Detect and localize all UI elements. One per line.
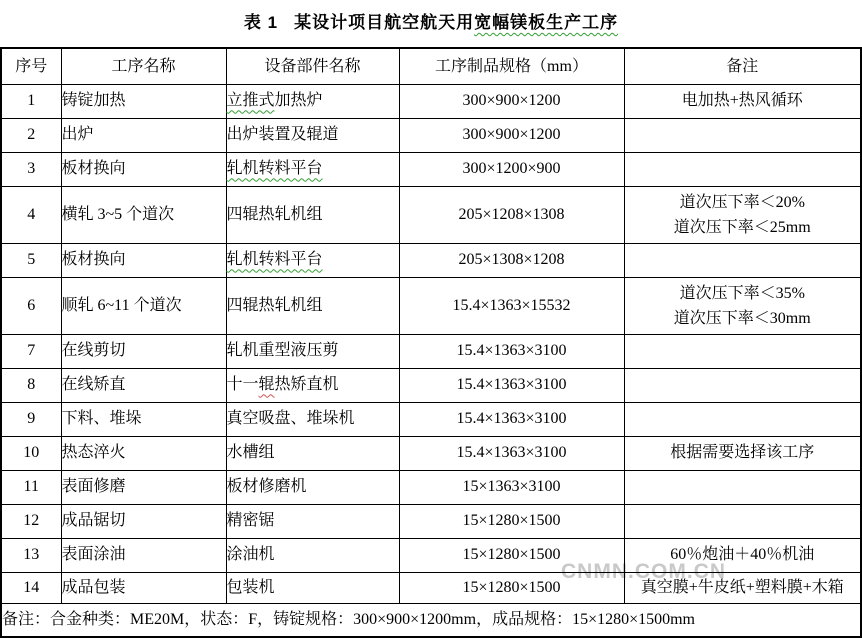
seq-cell: 7 — [1, 334, 61, 368]
process-cell: 在线矫直 — [61, 368, 226, 402]
remark-cell — [624, 243, 861, 277]
equipment-cell: 板材修磨机 — [226, 470, 399, 504]
remark-cell — [624, 368, 861, 402]
remark-line-1: 道次压下率＜35% — [679, 284, 805, 302]
spec-cell: 15.4×1363×15532 — [399, 277, 624, 334]
process-cell: 横轧 3~5 个道次 — [61, 186, 226, 243]
process-cell: 表面修磨 — [61, 470, 226, 504]
table-row — [1, 277, 861, 334]
process-cell: 铸锭加热 — [61, 84, 226, 118]
seq-cell: 8 — [1, 368, 61, 402]
table-row — [1, 538, 861, 572]
table-row — [1, 152, 861, 186]
spec-cell: 15.4×1363×3100 — [399, 402, 624, 436]
table-row — [1, 436, 861, 470]
seq-cell: 14 — [1, 572, 61, 603]
footer-row — [1, 603, 861, 637]
header-cell-process: 工序名称 — [61, 48, 226, 84]
spec-cell: 15.4×1363×3100 — [399, 368, 624, 402]
cnmn-watermark: CNMN.COM.CN — [561, 560, 726, 583]
process-cell: 在线剪切 — [61, 334, 226, 368]
process-cell: 顺轧 6~11 个道次 — [61, 277, 226, 334]
table-row — [1, 402, 861, 436]
table-row — [1, 186, 861, 243]
equipment-cell: 水槽组 — [226, 436, 399, 470]
process-cell: 热态淬火 — [61, 436, 226, 470]
equipment-cell — [226, 152, 399, 186]
seq-cell: 12 — [1, 504, 61, 538]
spec-cell: 205×1308×1208 — [399, 243, 624, 277]
header-row — [1, 48, 861, 84]
equipment-cell — [226, 243, 399, 277]
seq-cell: 6 — [1, 277, 61, 334]
table-row — [1, 572, 861, 603]
equipment-cell: 轧机重型液压剪 — [226, 334, 399, 368]
header-cell-seq: 序号 — [1, 48, 61, 84]
process-table — [0, 47, 862, 638]
equipment-text-wavy: 轧机转料平台 — [226, 251, 323, 269]
table-row — [1, 334, 861, 368]
seq-cell: 2 — [1, 118, 61, 152]
seq-cell: 3 — [1, 152, 61, 186]
equipment-text: 加热炉 — [274, 92, 323, 110]
table-row — [1, 504, 861, 538]
seq-cell: 11 — [1, 470, 61, 504]
spec-cell: 15.4×1363×3100 — [399, 334, 624, 368]
table-row — [1, 243, 861, 277]
spec-cell: 205×1208×1308 — [399, 186, 624, 243]
process-cell: 成品包装 — [61, 572, 226, 603]
equipment-text-wavy-red: 辊 — [258, 376, 275, 394]
process-cell: 成品锯切 — [61, 504, 226, 538]
process-cell: 出炉 — [61, 118, 226, 152]
process-cell: 表面涂油 — [61, 538, 226, 572]
remark-cell: 根据需要选择该工序 — [624, 436, 861, 470]
table-title-text: 某设计项目航空航天用 — [294, 13, 475, 32]
remark-cell — [624, 118, 861, 152]
remark-line-2: 道次压下率＜30mm — [673, 309, 811, 327]
process-cell: 板材换向 — [61, 152, 226, 186]
remark-cell — [624, 470, 861, 504]
header-cell-equipment: 设备部件名称 — [226, 48, 399, 84]
remark-line-2: 道次压下率＜25mm — [673, 218, 811, 236]
remark-cell — [624, 504, 861, 538]
table-title-label: 表 1 — [243, 13, 279, 32]
table-row — [1, 368, 861, 402]
remark-cell: 60％炮油＋40％机油 — [624, 538, 861, 572]
remark-cell: 真空膜+牛皮纸+塑料膜+木箱 — [624, 572, 861, 603]
remark-cell — [624, 152, 861, 186]
spec-cell: 300×900×1200 — [399, 118, 624, 152]
footer-note: 备注：合金种类：ME20M，状态：F，铸锭规格：300×900×1200mm，成品规格：15×1280×1500mm — [1, 603, 861, 637]
equipment-text-wavy: 立推式 — [226, 92, 275, 110]
table-row — [1, 470, 861, 504]
table-title — [0, 8, 862, 33]
equipment-cell: 四辊热轧机组 — [226, 186, 399, 243]
equipment-text-wavy: 轧机转料平台 — [226, 160, 323, 178]
table-row — [1, 84, 861, 118]
spec-cell: 15.4×1363×3100 — [399, 436, 624, 470]
remark-cell — [624, 186, 861, 243]
process-cell: 下料、堆垛 — [61, 402, 226, 436]
remark-cell — [624, 402, 861, 436]
remark-cell — [624, 334, 861, 368]
process-cell: 板材换向 — [61, 243, 226, 277]
equipment-text: 十一 — [226, 376, 259, 394]
header-cell-remark: 备注 — [624, 48, 861, 84]
table-row — [1, 118, 861, 152]
equipment-cell: 包装机 — [226, 572, 399, 603]
equipment-cell — [226, 368, 399, 402]
header-cell-spec: 工序制品规格（mm） — [399, 48, 624, 84]
spec-cell: 15×1363×3100 — [399, 470, 624, 504]
equipment-text: 热矫直机 — [274, 376, 339, 394]
equipment-cell: 四辊热轧机组 — [226, 277, 399, 334]
equipment-cell: 精密锯 — [226, 504, 399, 538]
seq-cell: 13 — [1, 538, 61, 572]
equipment-cell: 出炉装置及辊道 — [226, 118, 399, 152]
equipment-cell: 涂油机 — [226, 538, 399, 572]
remark-cell — [624, 277, 861, 334]
equipment-cell: 真空吸盘、堆垛机 — [226, 402, 399, 436]
remark-cell: 电加热+热风循环 — [624, 84, 861, 118]
seq-cell: 10 — [1, 436, 61, 470]
equipment-cell — [226, 84, 399, 118]
seq-cell: 1 — [1, 84, 61, 118]
spec-cell: 300×1200×900 — [399, 152, 624, 186]
seq-cell: 9 — [1, 402, 61, 436]
spec-cell: 15×1280×1500 — [399, 572, 624, 603]
seq-cell: 5 — [1, 243, 61, 277]
table-title-text-wavy-underlined: 宽幅镁板生产工序 — [474, 13, 619, 32]
remark-line-1: 道次压下率＜20% — [679, 193, 805, 211]
spec-cell: 15×1280×1500 — [399, 538, 624, 572]
spec-cell: 15×1280×1500 — [399, 504, 624, 538]
spec-cell: 300×900×1200 — [399, 84, 624, 118]
seq-cell: 4 — [1, 186, 61, 243]
